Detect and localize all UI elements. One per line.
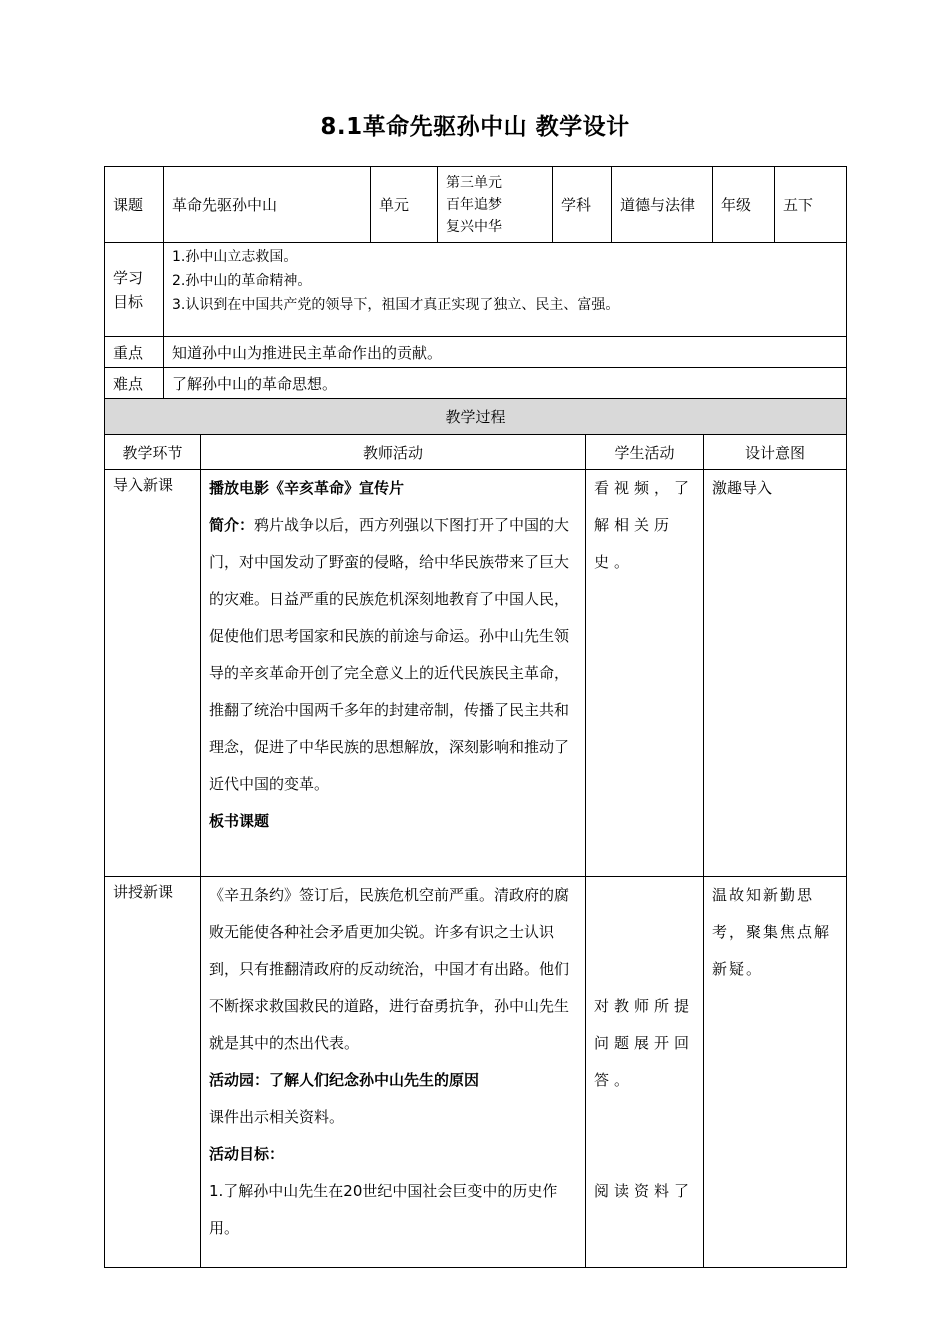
intro-text: 鸦片战争以后，西方列强以下图打开了中国的大门，对中国发动了野蛮的侵略，给中华民族带来了巨大的灾难。日益严重的民族危机深刻地教育了中国人民，促使他们思考国家和民族的前途与命运。孙中山先生领导的辛亥革命开创了完全意义上的近代民族民主革命，推翻了统治中国两千多年的封建帝制，传播了民主共和理念，促进了中华民族的思想解放，深刻影响和推动了近代中国的变革。 <box>209 516 570 793</box>
goals-label-line: 学习 <box>113 268 144 287</box>
intro-label: 简介： <box>209 516 255 534</box>
key-point-value: 知道孙中山为推进民主革命作出的贡献。 <box>164 337 847 368</box>
activity-goal-label: 活动目标： <box>209 1145 285 1163</box>
difficulty-label: 难点 <box>105 368 164 399</box>
column-header: 设计意图 <box>704 435 847 470</box>
board-title: 板书课题 <box>209 812 270 830</box>
unit-value-line: 百年追梦 <box>446 196 502 213</box>
topic-value: 革命先驱孙中山 <box>164 167 371 243</box>
goals-label <box>105 243 164 337</box>
courseware-text: 课件出示相关资料。 <box>209 1108 345 1126</box>
goal-item: 3.认识到在中国共产党的领导下，祖国才真正实现了独立、民主、富强。 <box>172 297 620 313</box>
key-point-label: 重点 <box>105 337 164 368</box>
design-intent-cell: 激趣导入 <box>704 470 847 877</box>
teacher-activity-title: 播放电影《辛亥革命》宣传片 <box>209 479 405 497</box>
table-row <box>105 470 847 877</box>
teaching-process-table <box>104 398 847 1268</box>
teacher-activity-text: 《辛丑条约》签订后，民族危机空前严重。清政府的腐败无能使各种社会矛盾更加尖锐。许多有识之士认识到，只有推翻清政府的反动统治，中国才有出路。他们不断探求救国救民的道路，进行奋勇抗争，孙中山先生就是其中的杰出代表。 <box>209 886 570 1052</box>
teacher-activity-cell <box>201 470 586 877</box>
difficulty-value: 了解孙中山的革命思想。 <box>164 368 847 399</box>
page-title: 8.1革命先驱孙中山 教学设计 <box>320 114 630 140</box>
teacher-activity-intro <box>209 507 577 803</box>
table-row <box>105 877 847 1268</box>
section-row <box>105 399 847 435</box>
subject-label: 学科 <box>553 167 612 243</box>
goals-row <box>105 243 847 337</box>
lesson-info-table <box>104 166 847 399</box>
student-activity-cell: 看视频，了解相关历史。 <box>586 470 704 877</box>
student-activity-text: 阅读资料了 <box>594 1182 695 1200</box>
goals-label-line: 目标 <box>113 292 144 311</box>
info-row <box>105 167 847 243</box>
teacher-activity-cell <box>201 877 586 1268</box>
activity-title: 活动园：了解人们纪念孙中山先生的原因 <box>209 1071 480 1089</box>
design-intent-cell: 温故知新勤思考，聚集焦点解新疑。 <box>704 877 847 1268</box>
difficulty-row <box>105 368 847 399</box>
student-activity-text: 对教师所提问题展开回答。 <box>594 997 695 1089</box>
topic-label: 课题 <box>105 167 164 243</box>
column-header: 教师活动 <box>201 435 586 470</box>
section-title: 教学过程 <box>105 399 847 435</box>
goals-list <box>164 243 847 337</box>
grade-value: 五下 <box>775 167 847 243</box>
activity-goal-item: 1.了解孙中山先生在20世纪中国社会巨变中的历史作用。 <box>209 1182 558 1237</box>
grade-label: 年级 <box>713 167 775 243</box>
goal-item: 2.孙中山的革命精神。 <box>172 273 312 289</box>
unit-value <box>438 167 553 243</box>
unit-value-line: 复兴中华 <box>446 218 502 235</box>
header-row <box>105 435 847 470</box>
stage-cell: 导入新课 <box>105 470 201 877</box>
goal-item: 1.孙中山立志救国。 <box>172 249 298 265</box>
subject-value: 道德与法律 <box>612 167 713 243</box>
unit-value-line: 第三单元 <box>446 174 502 191</box>
stage-cell: 讲授新课 <box>105 877 201 1268</box>
column-header: 教学环节 <box>105 435 201 470</box>
column-header: 学生活动 <box>586 435 704 470</box>
unit-label: 单元 <box>371 167 438 243</box>
student-activity-cell <box>586 877 704 1268</box>
key-point-row <box>105 337 847 368</box>
